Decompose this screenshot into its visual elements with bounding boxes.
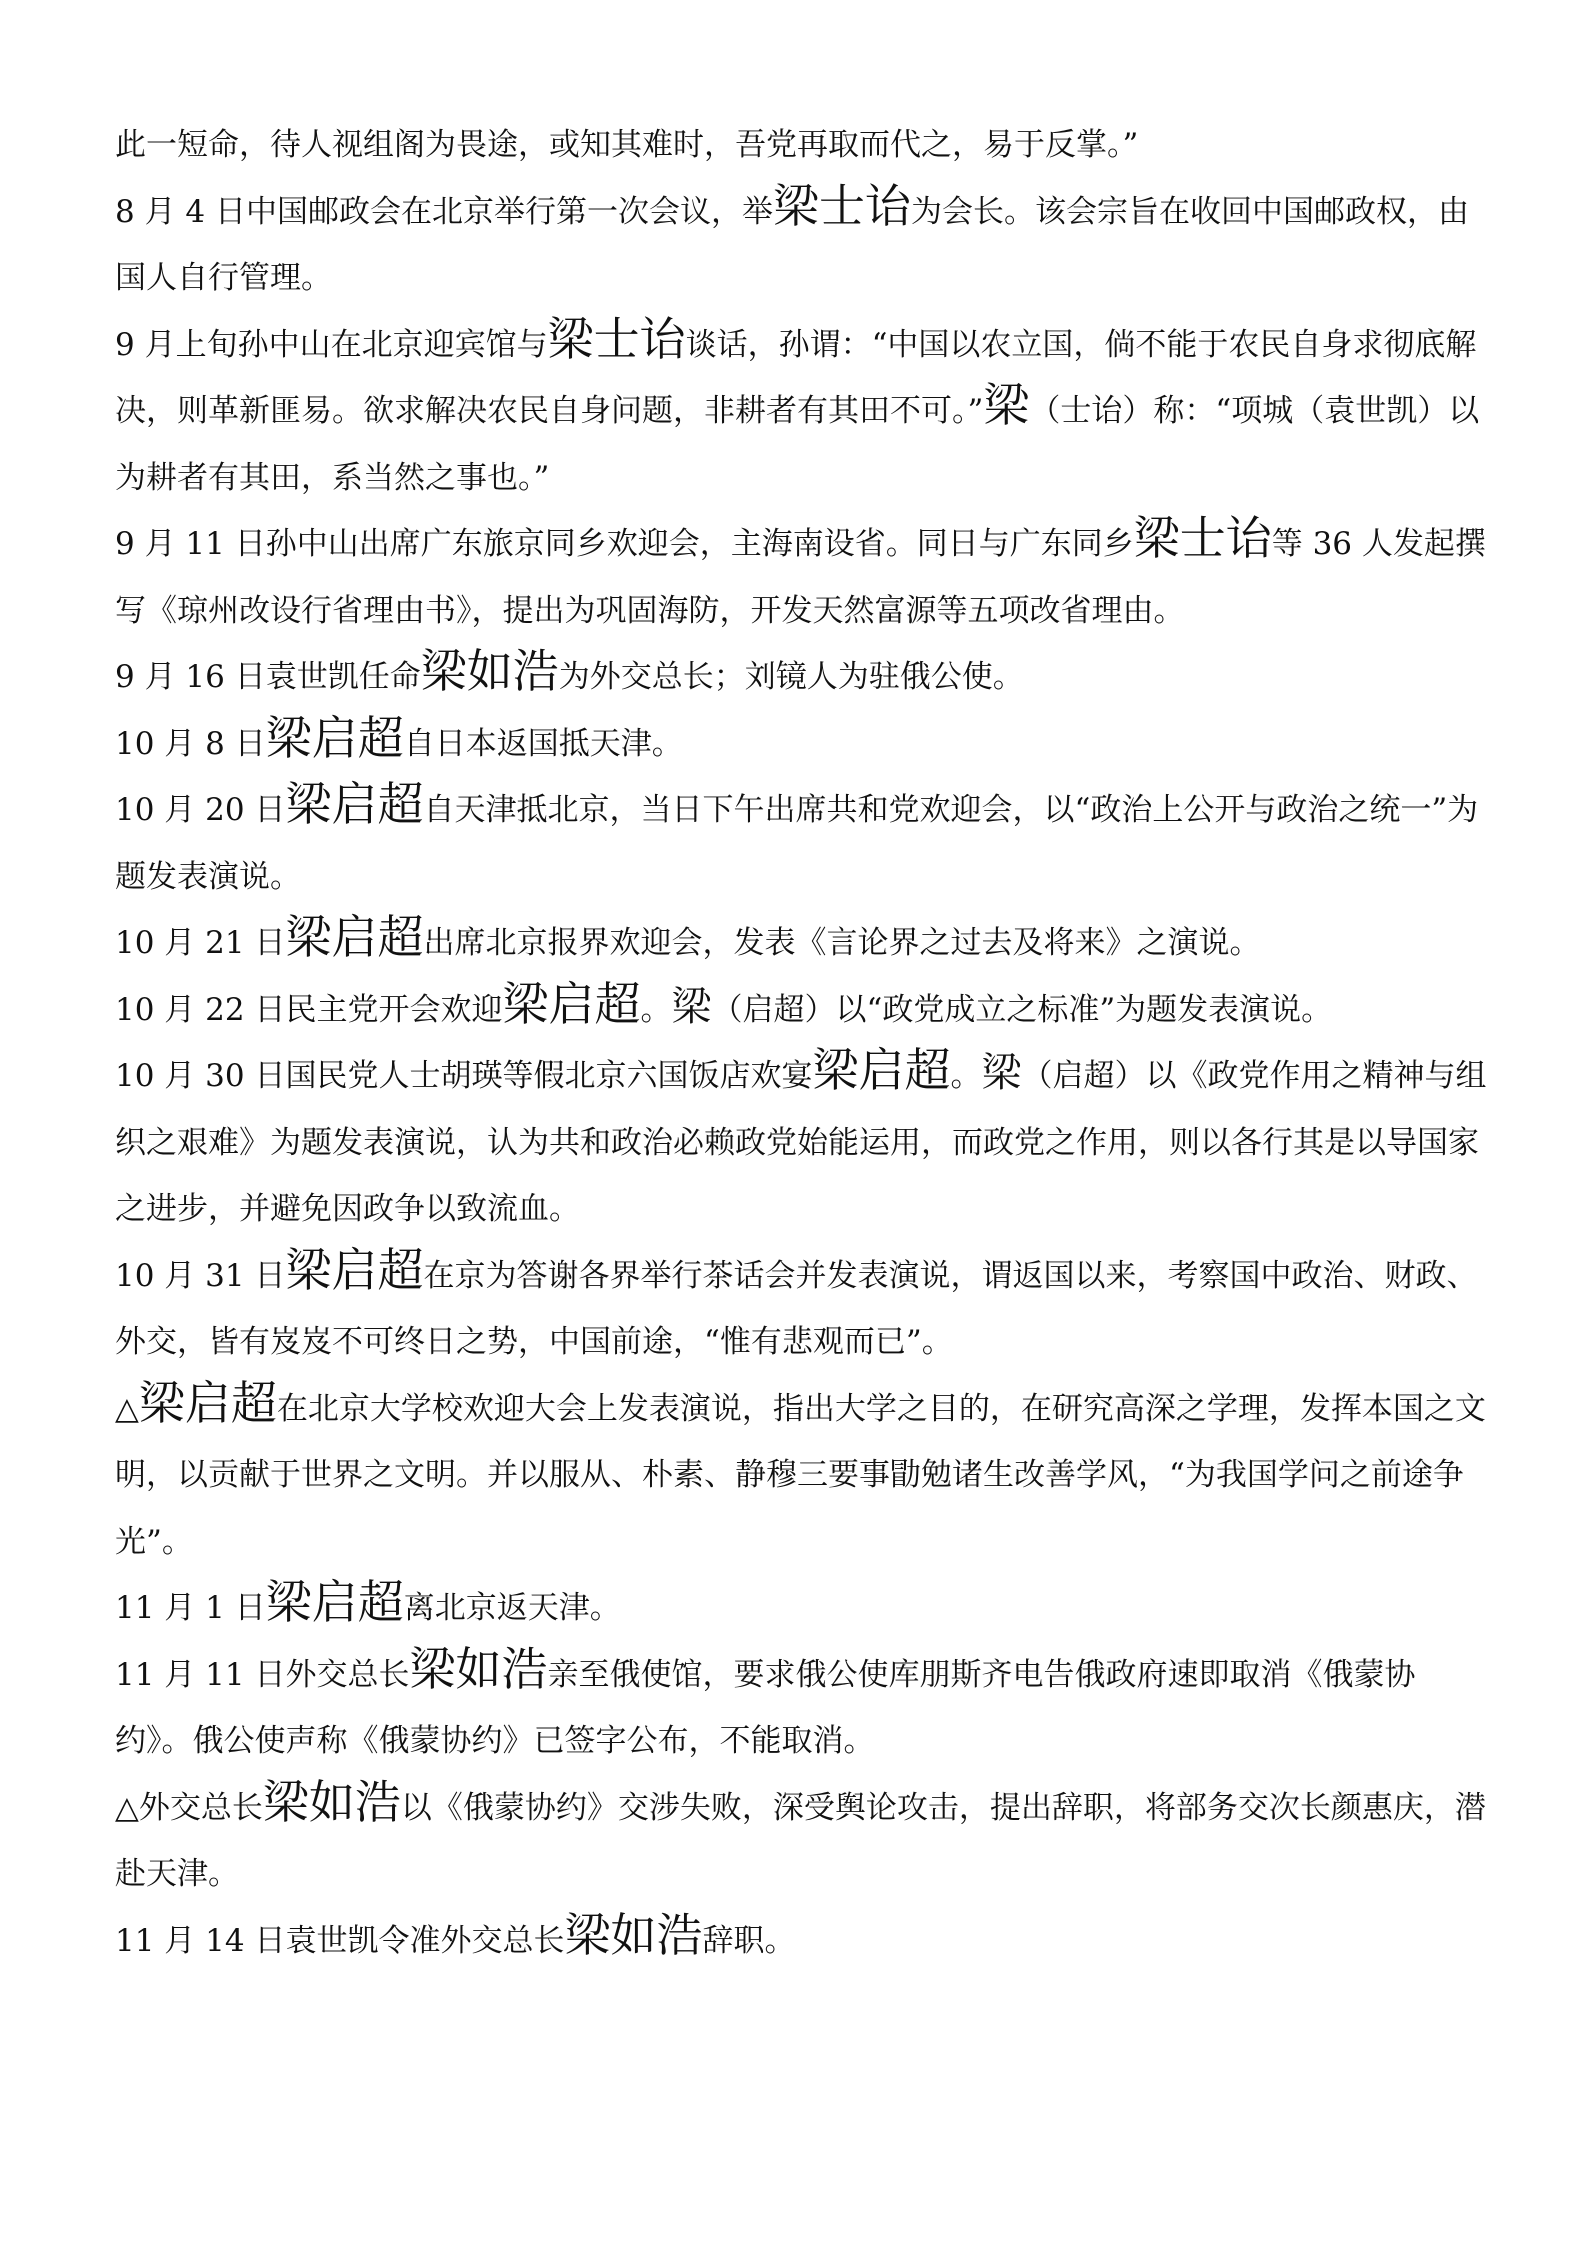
text-run: 辞职。 [702, 1922, 796, 1959]
person-name: 梁启超 [285, 910, 424, 964]
text-run: 谈话，孙谓：“中国以农立国，倘不能于农民自身求彻底解决，则革新匪易。欲求解决农民自身问题，非耕者有其田不可。” [115, 326, 1477, 429]
text-run: 自日本返国抵天津。 [403, 725, 683, 762]
text-run: 以《俄蒙协约》交涉失败，深受舆论攻击，提出辞职，将部务交次长颜惠庆，潜赴天津。 [115, 1789, 1486, 1892]
person-name: 梁 [983, 378, 1030, 432]
paragraph [115, 1642, 1490, 1775]
text-run: △外交总长 [115, 1789, 263, 1826]
person-name: 梁启超 [265, 1575, 404, 1629]
paragraph [115, 179, 1490, 312]
paragraph [115, 1775, 1490, 1908]
text-run: 在京为答谢各界举行茶话会并发表演说，谓返国以来，考察国中政治、财政、外交，皆有岌岌不可终日之势，中国前途，“惟有悲观而已”。 [115, 1257, 1478, 1360]
text-run: 10 月 20 日 [115, 792, 286, 828]
paragraph [115, 1908, 1490, 1975]
person-name: 梁启超 [265, 710, 404, 765]
text-run: 10 月 30 日国民党人士胡瑛等假北京六国饭店欢宴 [115, 1058, 813, 1094]
text-run: （启超）以“政党成立之标准”为题发表演说。 [711, 991, 1333, 1028]
paragraph [115, 910, 1490, 977]
text-run: 8 月 4 日中国邮政会在北京举行第一次会议，举 [115, 193, 774, 230]
text-run: 自天津抵北京，当日下午出席共和党欢迎会，以“政治上公开与政治之统一”为题发表演说。 [115, 792, 1479, 895]
person-name: 梁如浩 [262, 1774, 401, 1829]
person-name: 梁士诒 [1133, 511, 1272, 565]
person-name: 梁启超 [138, 1375, 277, 1430]
person-name-short: 梁 [671, 983, 712, 1030]
person-name: 梁如浩 [564, 1907, 703, 1962]
text-run: 9 月 11 日孙中山出席广东旅京同乡欢迎会，主海南设省。同日与广东同乡 [115, 526, 1134, 562]
person-name: 梁如浩 [409, 1641, 548, 1696]
text-run: 。 [950, 1058, 982, 1094]
text-run: 10 月 22 日民主党开会欢迎 [115, 991, 503, 1028]
person-name: 梁如浩 [420, 644, 559, 698]
person-name: 梁启超 [502, 976, 641, 1031]
paragraph [115, 1575, 1490, 1642]
paragraph [115, 1376, 1490, 1576]
paragraph [115, 511, 1490, 644]
person-name: 梁启超 [285, 1242, 424, 1297]
paragraph [115, 977, 1490, 1044]
text-run: 为外交总长；刘镜人为驻俄公使。 [558, 659, 1024, 695]
text-run: 10 月 8 日 [115, 725, 266, 762]
text-run: 为会长。该会宗旨在收回中国邮政权，由国人自行管理。 [115, 193, 1470, 296]
text-run: 在北京大学校欢迎大会上发表演说，指出大学之目的，在研究高深之学理，发挥本国之文明，以贡献于世界之文明。并以服从、朴素、静穆三要事勖勉诸生改善学风，“为我国学问之前途争光”。 [115, 1390, 1486, 1560]
paragraph [115, 711, 1490, 778]
text-run: 11 月 14 日袁世凯令准外交总长 [115, 1922, 565, 1959]
text-run: 11 月 1 日 [115, 1590, 266, 1626]
text-run: 9 月 16 日袁世凯任命 [115, 659, 421, 695]
person-name: 梁士诒 [547, 311, 686, 366]
text-run: 11 月 11 日外交总长 [115, 1656, 410, 1693]
text-run: 离北京返天津。 [403, 1590, 621, 1626]
text-run: 亲至俄使馆，要求俄公使库朋斯齐电告俄政府速即取消《俄蒙协约》。俄公使声称《俄蒙协约》已签字公布，不能取消。 [115, 1656, 1416, 1759]
person-name: 梁启超 [285, 777, 424, 831]
person-name: 梁士诒 [773, 178, 912, 233]
text-run: 10 月 21 日 [115, 925, 286, 961]
paragraph [115, 1243, 1490, 1376]
paragraph [115, 1043, 1490, 1243]
text-run: 此一短命，待人视组阁为畏途，或知其难时，吾党再取而代之，易于反掌。” [115, 127, 1139, 163]
person-name-short: 梁 [981, 1050, 1022, 1096]
text-run: 。 [640, 991, 672, 1028]
document-page [115, 112, 1490, 1974]
text-run: （启超）以《政党作用之精神与组织之艰难》为题发表演说，认为共和政治必赖政党始能运用，而政党之作用，则以各行其是以导国家之进步，并避免因政争以致流血。 [115, 1058, 1487, 1227]
paragraph [115, 112, 1490, 179]
paragraph [115, 777, 1490, 910]
paragraph [115, 644, 1490, 711]
text-run: 等 36 人发起撰写《琼州改设行省理由书》，提出为巩固海防，开发天然富源等五项改省理由。 [115, 526, 1486, 629]
text-run: 10 月 31 日 [115, 1257, 286, 1294]
paragraph [115, 312, 1490, 512]
text-run: 出席北京报界欢迎会，发表《言论界之过去及将来》之演说。 [423, 925, 1261, 961]
text-run: （士诒）称：“项城（袁世凯）以为耕者有其田，系当然之事也。” [115, 393, 1480, 496]
person-name: 梁启超 [812, 1043, 951, 1097]
text-run: △ [115, 1390, 139, 1427]
text-run: 9 月上旬孙中山在北京迎宾馆与 [115, 326, 548, 363]
